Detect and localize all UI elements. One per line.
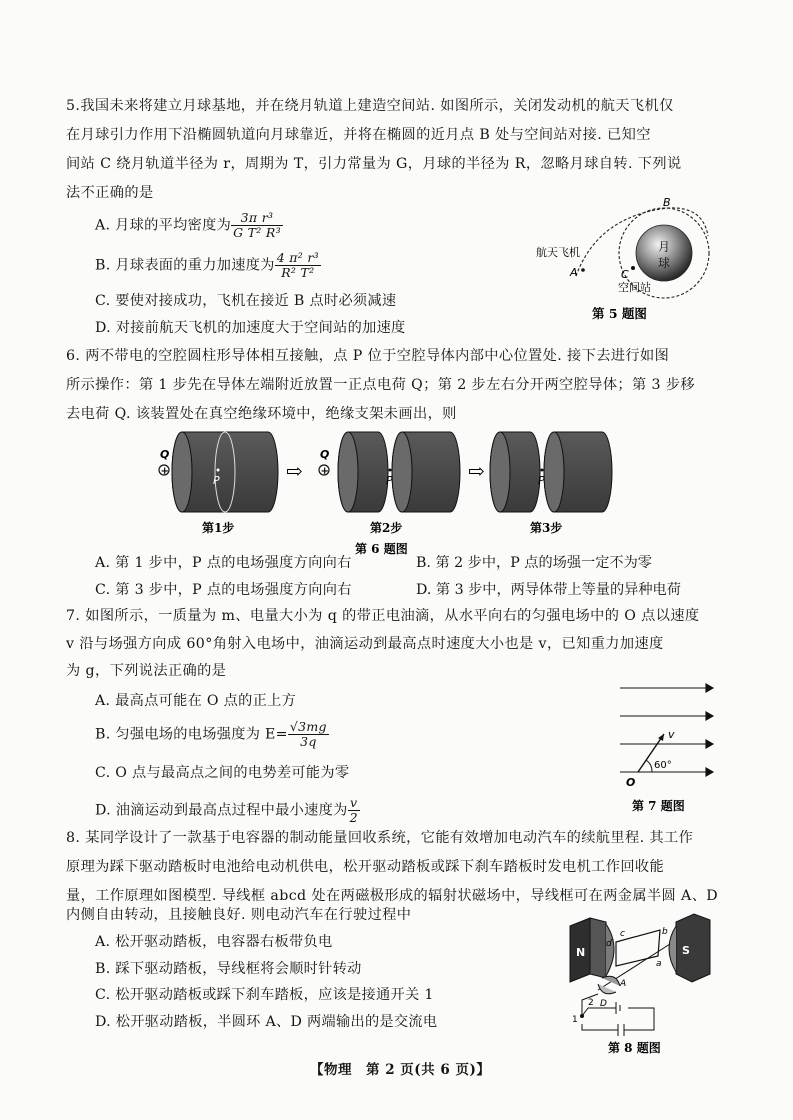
q8-label-switch-1: 1	[572, 1015, 578, 1025]
q7-option-c: C. O 点与最高点之间的电势差可能为零	[95, 765, 350, 781]
page-footer: 【物理 第 2 页(共 6 页)】	[310, 1062, 491, 1078]
q6-step2-point-p	[389, 469, 392, 472]
q5-option-a-num: 3π r³	[231, 211, 283, 226]
q6-label-p1: P	[213, 474, 220, 487]
q5-label-plane: 航天飞机	[536, 246, 580, 259]
q5-option-b-num: 4 π² r³	[276, 250, 319, 265]
q5-option-d: D. 对接前航天飞机的加速度大于空间站的加速度	[95, 320, 406, 336]
q8-line-1: 8. 某同学设计了一款基于电容器的制动能量回收系统，它能有效增加电动汽车的续航里程. 其工作	[66, 830, 694, 846]
q5-option-c: C. 要使对接成功，飞机在接近 B 点时必须减速	[95, 293, 397, 309]
q8-line-2: 原理为踩下驱动踏板时电池给电动机供电，松开驱动踏板或踩下刹车踏板时发电机工作回收能	[66, 859, 665, 875]
q7-line-2: v 沿与场强方向成 60°角射入电场中，油滴运动到最高点时速度大小也是 v，已知重力加速度	[66, 636, 664, 652]
q6-line-3: 去电荷 Q. 该装置处在真空绝缘环境中，绝缘支架未画出，则	[66, 406, 457, 422]
q5-label-b: B	[663, 196, 671, 209]
q5-option-a-den: G T² R³	[233, 225, 281, 240]
q5-line-1: 5.我国未来将建立月球基地，并在绕月轨道上建造空间站. 如图所示，关闭发动机的航天飞机仅	[66, 98, 674, 114]
q6-line-2: 所示操作：第 1 步先在导体左端附近放置一正点电荷 Q；第 2 步左右分开两空腔导体；第 3 步移	[66, 377, 696, 393]
q7-option-d-text: D. 油滴运动到最高点过程中最小速度为	[95, 802, 348, 819]
q6-label-q1: Q	[160, 448, 170, 461]
q6-caption: 第 6 题图	[355, 542, 408, 556]
q7-figure	[618, 678, 713, 818]
q5-option-a-text: A. 月球的平均密度为	[95, 217, 232, 234]
q5-label-a: A	[570, 266, 578, 279]
q8-figure	[558, 904, 718, 1056]
q8-label-a-lower: a	[656, 959, 662, 969]
q7-line-1: 7. 如图所示，一质量为 m、电量大小为 q 的带正电油滴，从水平向右的匀强电场中的 O 点以速度	[66, 608, 700, 624]
q7-angle-arc	[646, 760, 652, 772]
q6-option-c: C. 第 3 步中，P 点的电场强度方向向右	[95, 582, 352, 598]
q6-step3-point-p	[541, 469, 544, 472]
q7-option-b-fraction	[288, 720, 329, 749]
q6-step2-label: 第2步	[370, 521, 403, 535]
q7-option-d-den: 2	[349, 810, 358, 825]
q7-option-d	[95, 796, 360, 825]
q7-line-3: 为 g，下列说法正确的是	[66, 663, 227, 679]
q6-label-p3: P	[538, 474, 545, 487]
q7-option-b-text: B. 匀强电场的电场强度为 E=	[95, 726, 288, 743]
q5-point-a	[581, 268, 585, 272]
q7-option-b-num: √3mg	[289, 719, 327, 734]
q5-option-b-text: B. 月球表面的重力加速度为	[95, 257, 275, 274]
q6-step3-label: 第3步	[530, 521, 563, 535]
q5-label-moon-1: 月	[658, 240, 671, 254]
q5-label-moon-2: 球	[658, 256, 671, 270]
q6-option-d: D. 第 3 步中，两导体带上等量的异种电荷	[416, 582, 681, 598]
q5-label-c: C	[621, 268, 629, 281]
q8-option-b: B. 踩下驱动踏板，导线框将会顺时针转动	[95, 961, 362, 977]
q8-line-4: 内侧自由转动，且接触良好. 则电动汽车在行驶过程中	[66, 907, 412, 923]
q7-option-d-fraction	[348, 796, 360, 825]
q8-label-switch-2: 2	[588, 998, 594, 1008]
q5-option-a-fraction	[231, 211, 283, 240]
q5-option-b-fraction	[275, 251, 321, 280]
q7-label-angle: 60°	[654, 760, 672, 771]
q6-label-q2: Q	[320, 448, 330, 461]
q8-label-n: N	[576, 946, 586, 959]
q6-step1-label: 第1步	[202, 521, 235, 535]
q6-option-a: A. 第 1 步中，P 点的电场强度方向向右	[95, 555, 352, 571]
q5-figure	[528, 196, 718, 326]
q6-line-1: 6. 两不带电的空腔圆柱形导体相互接触，点 P 位于空腔导体内部中心位置处. 接下去进行如图	[66, 348, 670, 364]
q7-option-d-num: v	[348, 796, 360, 811]
q6-step2-plus: +	[320, 466, 329, 477]
q6-step2-conductors	[338, 432, 460, 512]
q7-caption: 第 7 题图	[632, 799, 685, 813]
q8-label-d-lower: d	[606, 939, 612, 949]
q8-label-b-lower: b	[662, 927, 668, 937]
q7-option-a: A. 最高点可能在 O 点的正上方	[95, 693, 297, 709]
q5-point-c	[631, 266, 635, 270]
q5-label-station: 空间站	[618, 281, 651, 294]
q5-caption: 第 5 题图	[592, 306, 647, 321]
q8-line-3: 量，工作原理如图模型. 导线框 abcd 处在两磁极形成的辐射状磁场中，导线框可在两金属半圆 A、D	[66, 888, 719, 904]
q8-label-s: S	[682, 944, 690, 957]
q5-option-a	[95, 211, 283, 240]
q8-option-c: C. 松开驱动踏板或踩下刹车踏板，应该是接通开关 1	[95, 987, 434, 1003]
q8-option-d: D. 松开驱动踏板，半圆环 A、D 两端输出的是交流电	[95, 1014, 438, 1030]
q6-option-b: B. 第 2 步中，P 点的场强一定不为零	[416, 555, 652, 571]
q7-option-b-den: 3q	[300, 734, 317, 749]
q8-half-ring-d	[598, 984, 616, 994]
q5-option-b-den: R² T²	[281, 265, 315, 280]
q5-option-b	[95, 251, 321, 280]
q6-arrow-2: ⇨	[468, 459, 485, 483]
q5-line-3: 间站 C 绕月轨道半径为 r，周期为 T，引力常量为 G，月球的半径为 R，忽略月球自转. 下列说	[66, 156, 682, 172]
q6-step1-plus: +	[160, 466, 169, 477]
q8-label-a-ring: A	[620, 979, 627, 989]
q7-label-o: O	[626, 776, 636, 789]
q6-arrow-1: ⇨	[286, 459, 303, 483]
q7-option-b	[95, 720, 329, 749]
q5-line-4: 法不正确的是	[66, 185, 154, 201]
q6-step1-conductors	[172, 432, 278, 512]
q8-option-a: A. 松开驱动踏板，电容器右板带负电	[95, 934, 333, 950]
q8-label-d-ring: D	[600, 999, 607, 1009]
q6-step3-conductors	[490, 432, 612, 512]
q8-label-c-lower: c	[620, 929, 625, 939]
q5-line-2: 在月球引力作用下沿椭圆轨道向月球靠近，并将在椭圆的近月点 B 处与空间站对接. 已知空	[66, 127, 651, 143]
q6-step1-point-p	[217, 469, 220, 472]
q8-caption: 第 8 题图	[608, 1041, 661, 1055]
q6-label-p2: P	[386, 474, 393, 487]
q6-figure	[150, 422, 620, 557]
q7-velocity-arrowhead	[658, 734, 664, 741]
q7-label-v: v	[668, 728, 675, 741]
